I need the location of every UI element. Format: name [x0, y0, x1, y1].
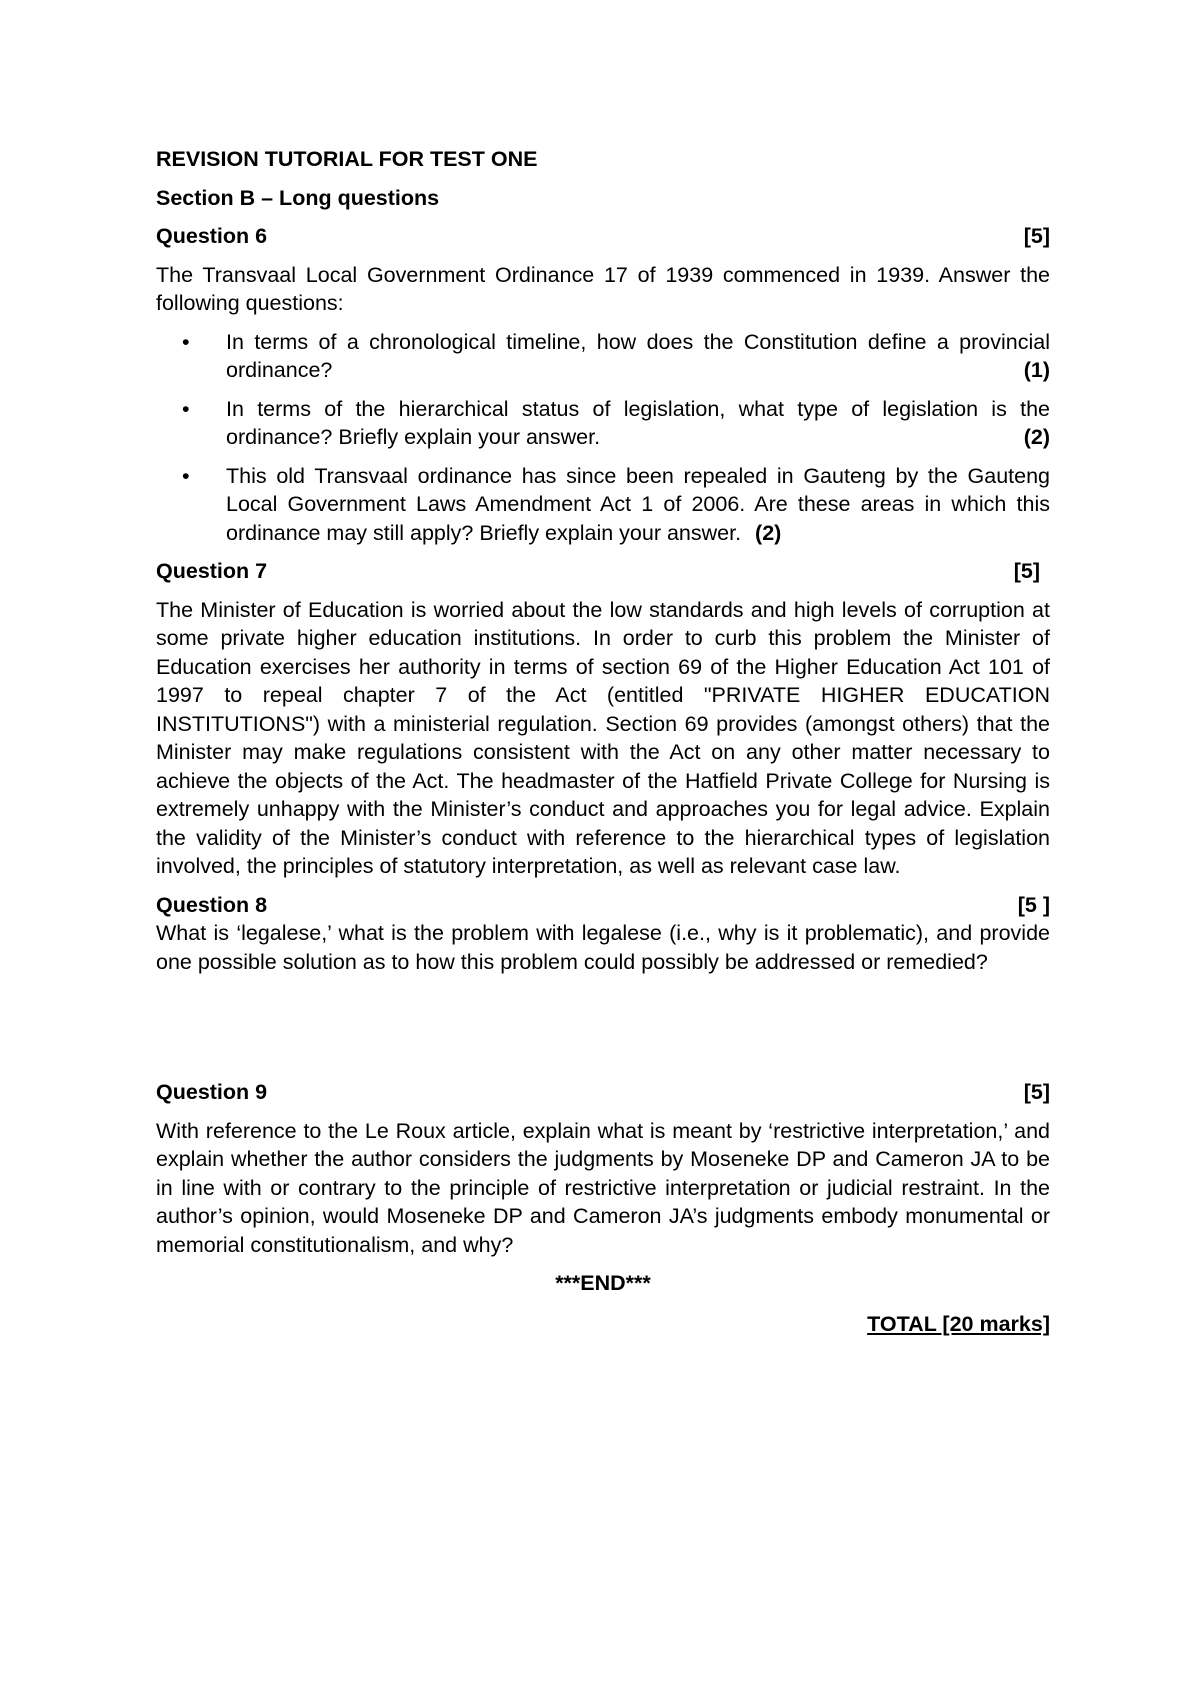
- question-8-heading: [156, 891, 1050, 920]
- question-9-label: Question 9: [156, 1080, 268, 1104]
- list-item: [156, 328, 1050, 385]
- list-item: [156, 462, 1050, 548]
- question-7-label: Question 7: [156, 559, 268, 583]
- list-item-text: In terms of the hierarchical status of legislation, what type of legislation is the ordinance? Briefly explain your answer.: [226, 396, 1050, 449]
- question-7-text: The Minister of Education is worried about the low standards and high levels of corruption at some private higher education institutions. In order to curb this problem the Minister of Education exercises her authority in terms of section 69 of the Higher Education Act 101 of 1997 to repeal chapter 7 of the Act (entitled "PRIVATE HIGHER EDUCATION INSTITUTIONS") with a ministerial regulation. Section 69 provides (amongst others) that the Minister may make regulations consistent with the Act on any other matter necessary to achieve the objects of the Act. The headmaster of the Hatfield Private College for Nursing is extremely unhappy with the Minister’s conduct and approaches you for legal advice. Explain the validity of the Minister’s conduct with reference to the hierarchical types of legislation involved, the principles of statutory interpretation, as well as relevant case law.: [156, 597, 1050, 878]
- total-marks: TOTAL [20 marks]: [867, 1311, 1050, 1336]
- list-item-marks: (2): [755, 520, 782, 545]
- end-marker: ***END***: [555, 1271, 651, 1295]
- question-6-label: Question 6: [156, 224, 268, 248]
- question-9-marks: [5]: [1023, 1080, 1050, 1104]
- bullet-icon: •: [182, 463, 190, 488]
- question-7-heading: [156, 557, 1050, 586]
- question-8-label: Question 8: [156, 892, 268, 917]
- document-page: [156, 145, 1050, 1338]
- question-9-text: With reference to the Le Roux article, explain what is meant by ‘restrictive interpretation,’ and explain whether the author considers the judgments by Moseneke DP and Cameron JA to be in line with or contrary to the principle of restrictive interpretation or judicial restraint. In the author’s opinion, would Moseneke DP and Cameron JA’s judgments embody monumental or memorial constitutionalism, and why?: [156, 1118, 1050, 1257]
- question-6-list: [156, 328, 1050, 548]
- question-6-intro: The Transvaal Local Government Ordinance 17 of 1939 commenced in 1939. Answer the following questions:: [156, 262, 1050, 315]
- question-8-text: What is ‘legalese,’ what is the problem with legalese (i.e., why is it problematic), and provide one possible solution as to how this problem could possibly be addressed or remedied?: [156, 921, 1050, 974]
- question-9-heading: [156, 1078, 1050, 1107]
- section-heading: Section B – Long questions: [156, 185, 440, 210]
- list-item-marks: (1): [1023, 358, 1050, 382]
- list-item-text: In terms of a chronological timeline, how does the Constitution define a provincial ordinance?: [226, 329, 1050, 382]
- list-item-marks: (2): [1023, 425, 1050, 449]
- list-item: [156, 395, 1050, 452]
- bullet-icon: •: [182, 396, 190, 421]
- spacer: [156, 986, 1050, 1078]
- list-item-text: This old Transvaal ordinance has since been repealed in Gauteng by the Gauteng Local Government Laws Amendment Act 1 of 2006. Are these areas in which this ordinance may still apply? Briefly explain your answer.: [226, 463, 1050, 545]
- question-8-marks: [5 ]: [1017, 892, 1050, 917]
- question-7-marks: [5]: [1013, 559, 1040, 583]
- question-6-marks: [5]: [1023, 224, 1050, 248]
- document-title: REVISION TUTORIAL FOR TEST ONE: [156, 147, 538, 171]
- bullet-icon: •: [182, 329, 190, 354]
- question-6-heading: [156, 222, 1050, 251]
